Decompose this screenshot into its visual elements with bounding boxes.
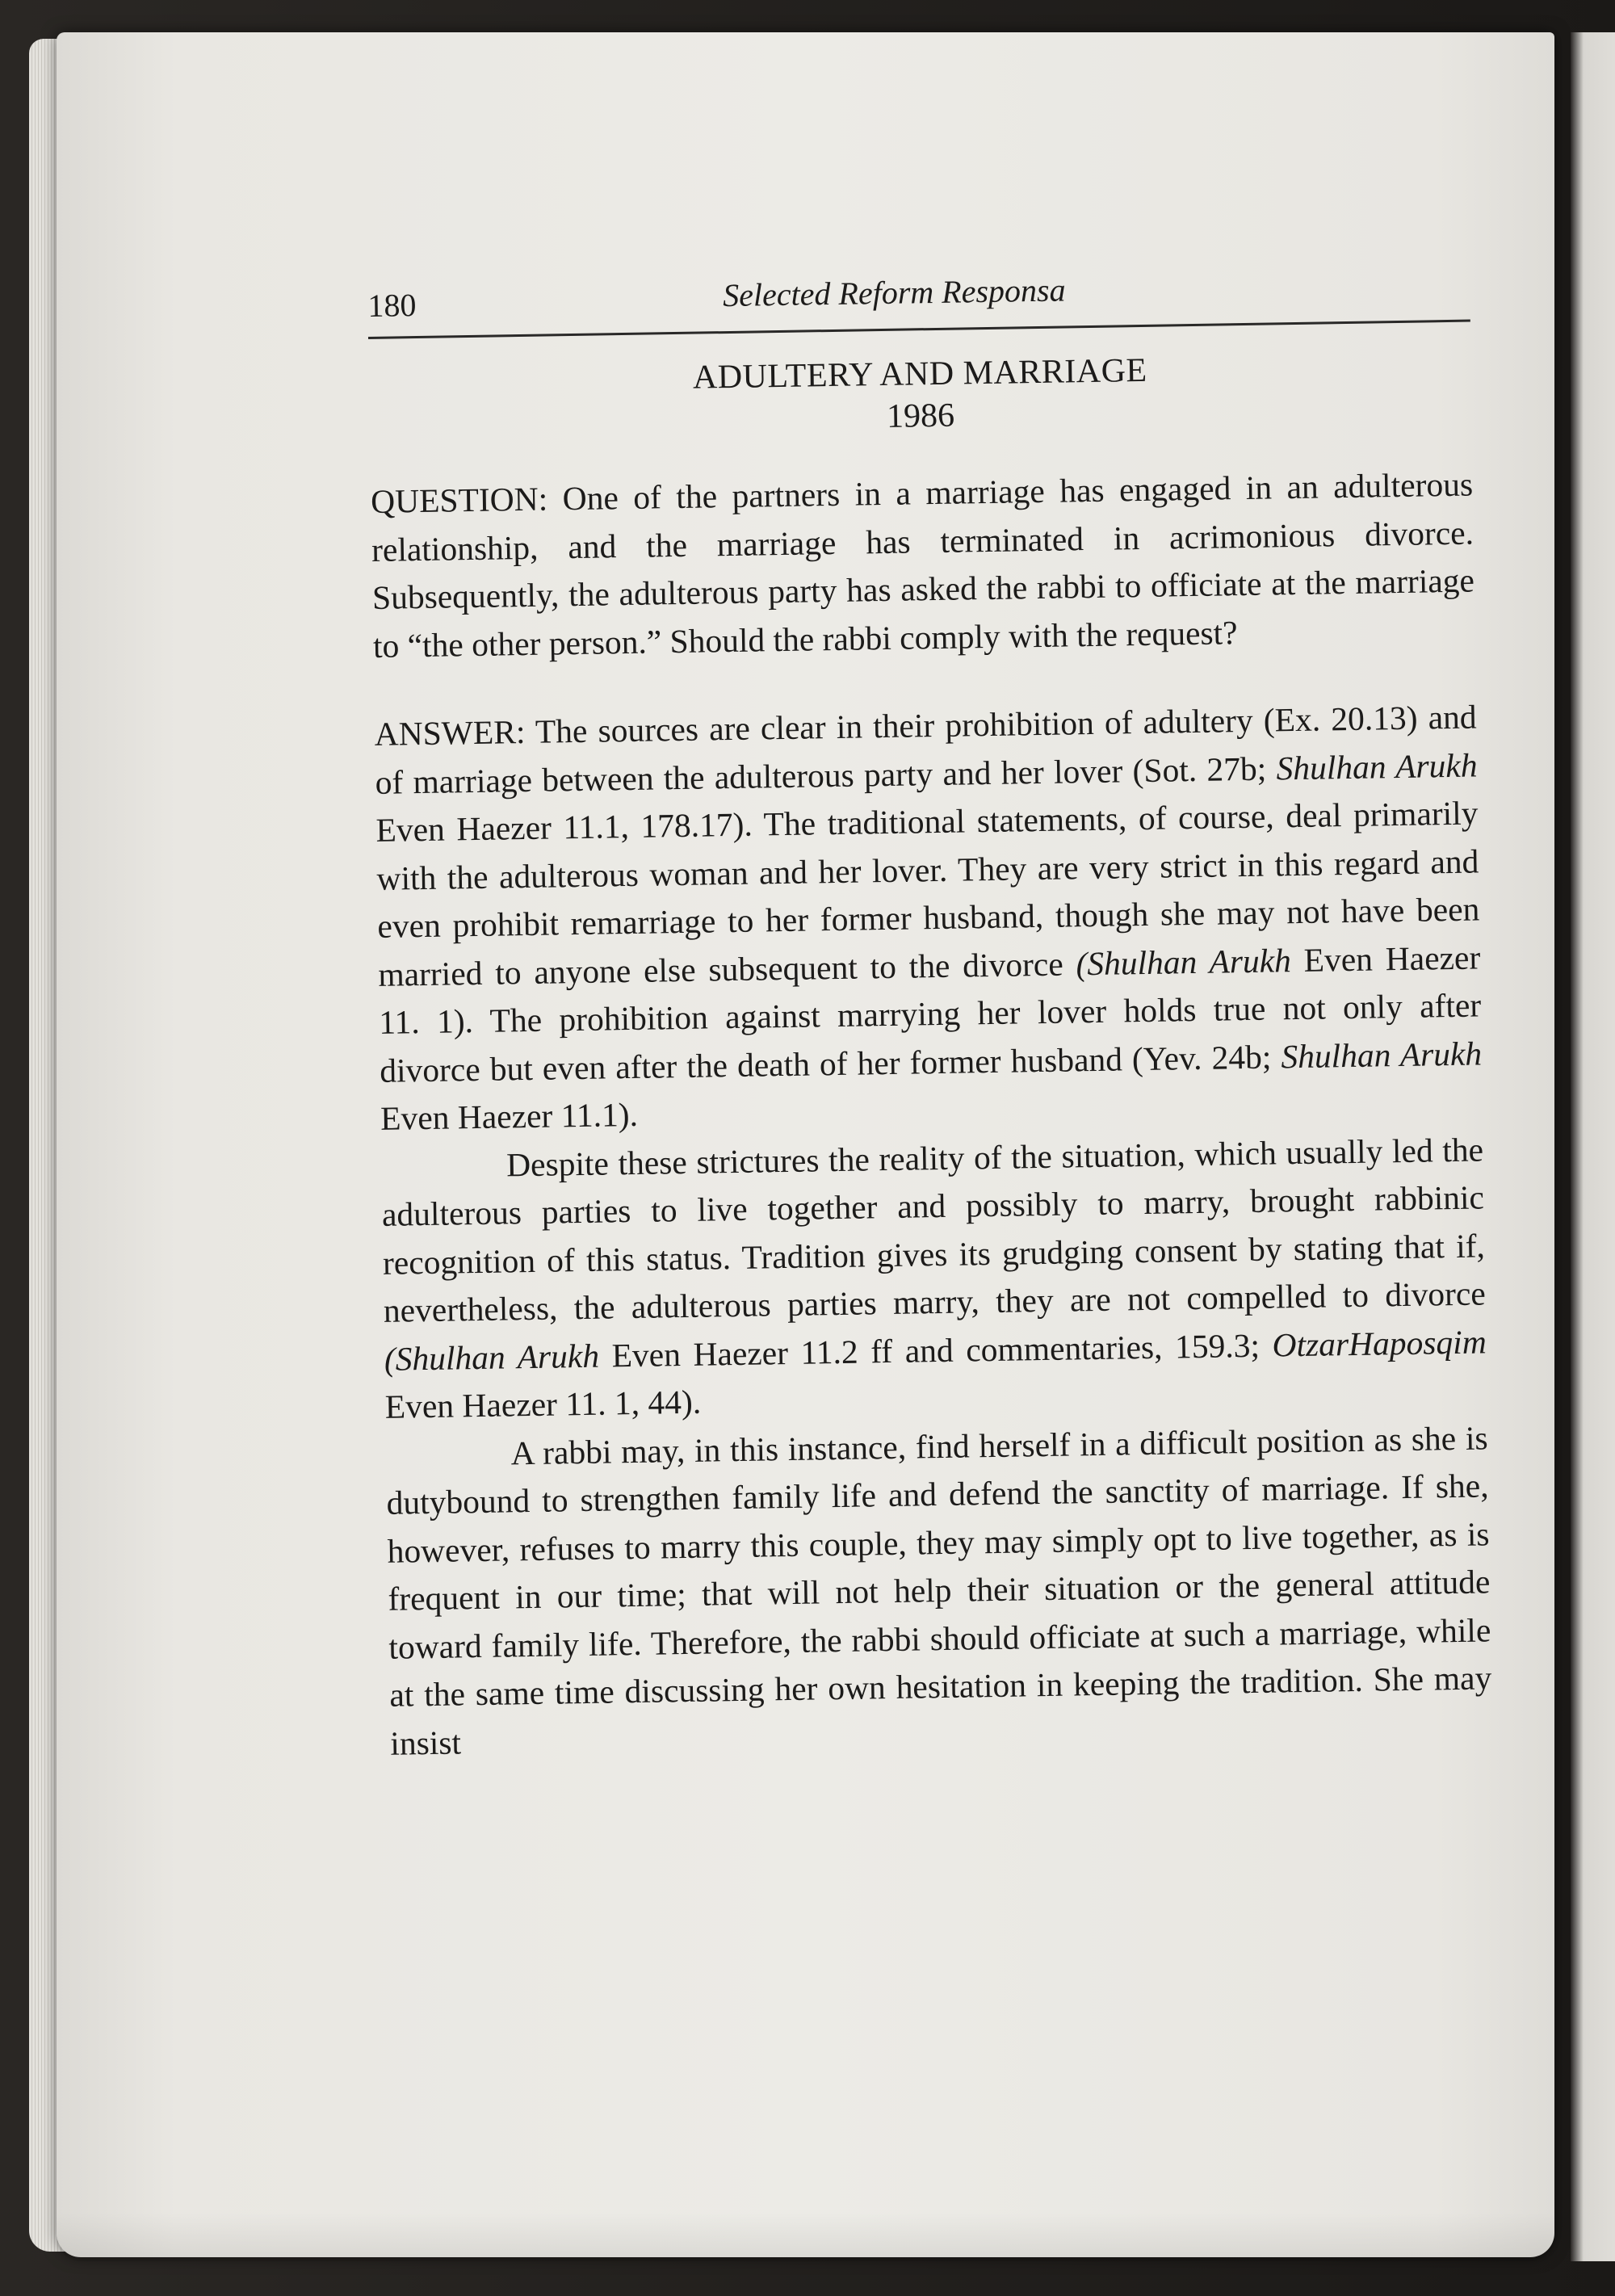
answer-text: Even Haezer 11. 1). The prohibition against marrying her lover holds true not only after divorce but even after the death of her former husband (Yev. 24b;	[378, 938, 1482, 1089]
answer-paragraph	[374, 693, 1483, 1143]
body-text: A rabbi may, in this instance, find herself in a difficult position as she is dutybound to strengthen family life and defend the sanctity of marriage. If she, however, refuses to marry this couple, they may simply opt to live together, as is frequent in our time; that will not help their situation or the general attitude toward family life. Therefore, the rabbi should officiate at such a marriage, while at the same time discussing her own hesitation in keeping the tradition. She may insist	[386, 1418, 1492, 1762]
text-block	[367, 270, 1493, 1768]
answer-text: Even Haezer 11.1, 178.17). The traditional statements, of course, deal primarily with the adulterous woman and her lover. They are very strict in this regard and even prohibit remarriage to her former husband, though she may not have been married to anyone else subsequent to the divorce	[375, 794, 1480, 993]
citation: (Shulhan Arukh	[1076, 941, 1292, 982]
answer-text: Even Haezer 11.1).	[380, 1095, 639, 1137]
answer-text: : The sources are clear in their prohibition of adultery (Ex. 20.13) and of marriage between the adulterous party and her lover (Sot. 27b;	[375, 698, 1477, 801]
page-bottom-shadow	[57, 2213, 1554, 2261]
body-text: Even Haezer 11. 1, 44).	[384, 1383, 702, 1425]
citation: Shulhan Arukh	[1280, 1034, 1483, 1075]
citation: OtzarHaposqim	[1272, 1322, 1487, 1364]
facing-page-edge	[1571, 32, 1615, 2261]
body-text: Even Haezer 11.2 ff and commentaries, 159.3;	[598, 1326, 1273, 1375]
citation: Shulhan Arukh	[1276, 745, 1478, 787]
question-text: : One of the partners in a marriage has engaged in an adulterous relationship, and the marriage has terminated in acrimonious divorce. Subsequently, the adulterous party has asked the rabbi to officiate at the marriage to “the other person.” Should the rabbi comply with the request?	[371, 465, 1475, 665]
page-number: 180	[367, 287, 417, 324]
article-year: 1986	[886, 397, 955, 435]
citation: (Shulhan Arukh	[384, 1337, 600, 1378]
body-paragraph-2	[381, 1126, 1487, 1431]
answer-label: ANSWER	[374, 713, 517, 753]
body-text: Despite these strictures the reality of the situation, which usually led the adulterous parties to live together and possibly to marry, brought rabbinic recognition of this status. Tradition gives its grudging consent by stating that if, nevertheless, the adulterous parties marry, they are not compelled to divorce	[381, 1130, 1487, 1329]
body-paragraph-3	[385, 1414, 1492, 1768]
article-title: ADULTERY AND MARRIAGE	[692, 351, 1147, 397]
question-paragraph	[371, 461, 1476, 670]
question-label: QUESTION	[370, 480, 539, 520]
running-title: Selected Reform Responsa	[722, 271, 1066, 314]
